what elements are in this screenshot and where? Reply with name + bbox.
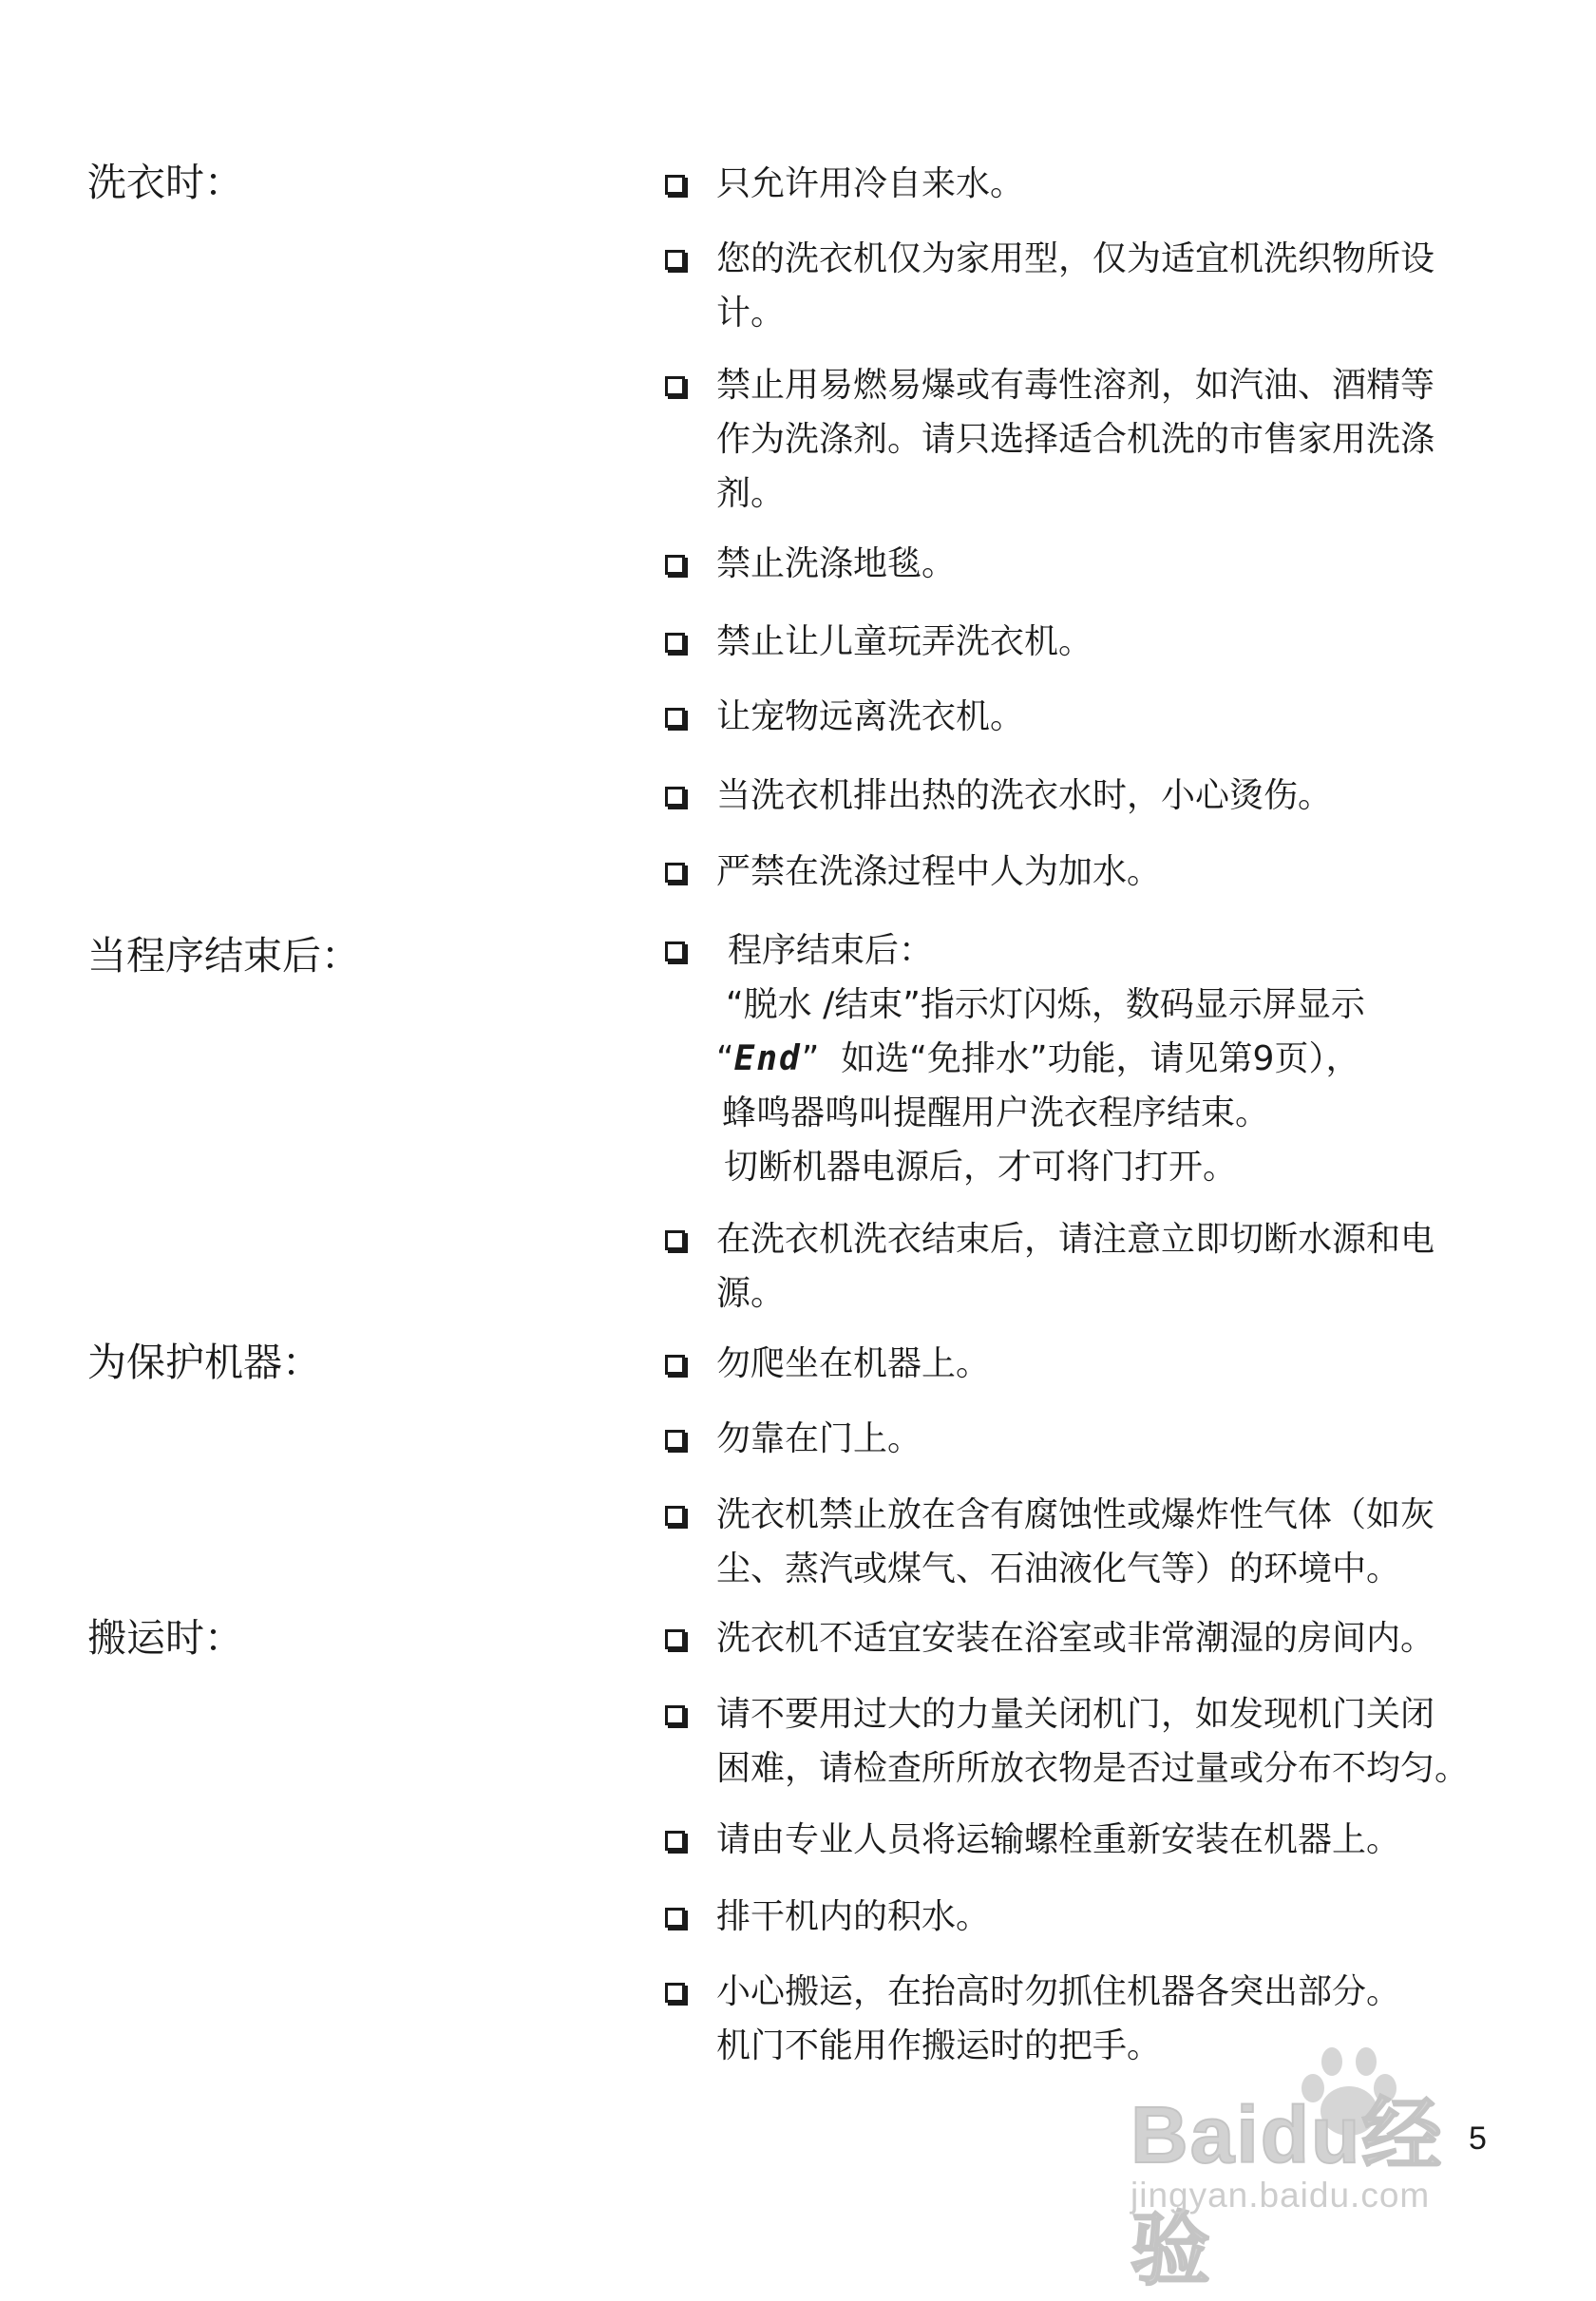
list-item-text: 您的洗衣机仅为家用型，仅为适宜机洗织物所设 计。: [716, 239, 1435, 333]
checkbox-icon: [665, 708, 685, 728]
program-end-line5: 切断机器电源后，才可将门打开。: [724, 1148, 1238, 1187]
checkbox-icon: [665, 175, 685, 195]
checkbox-icon: [665, 250, 685, 270]
checkbox-icon: [665, 376, 685, 396]
watermark-brand: Baidu经验: [1130, 2090, 1444, 2294]
program-end-line3: [716, 1032, 1548, 1086]
list-item: [665, 769, 1548, 823]
checkbox-icon: [665, 1355, 685, 1375]
list-item-text: 在洗衣机洗衣结束后，请注意立即切断水源和电 源。: [716, 1220, 1435, 1313]
checkbox-icon: [665, 633, 685, 653]
list-item: [665, 615, 1548, 669]
checkbox-icon: [665, 941, 685, 961]
list-item-text: 禁止让儿童玩弄洗衣机。: [716, 622, 1093, 661]
list-item-text: 排干机内的积水。: [716, 1897, 991, 1936]
list-item-text: 禁止用易燃易爆或有毒性溶剂，如汽油、酒精等 作为洗涤剂。请只选择适合机洗的市售家用洗涤 剂。: [716, 366, 1435, 513]
program-end-line2: “脱水 /结束”指示灯闪烁，数码显示屏显示: [726, 985, 1365, 1024]
program-end-block: [665, 923, 1548, 1194]
program-end-line4: 蜂鸣器鸣叫提醒用户洗衣程序结束。: [722, 1093, 1270, 1132]
section-heading-transport: 搬运时：: [87, 1615, 243, 1661]
list-item-text: 让宠物远离洗衣机。: [716, 697, 1025, 736]
list-item: [665, 1611, 1548, 1665]
list-item-text: 禁止洗涤地毯。: [716, 544, 957, 583]
checkbox-icon: [665, 1908, 685, 1928]
checkbox-icon: [665, 1506, 685, 1526]
page-number: 5: [1469, 2120, 1487, 2157]
checkbox-icon: [665, 1430, 685, 1450]
program-end-line3-text: 如选“免排水”功能，请见第9页），: [841, 1039, 1360, 1078]
program-end-line1: 程序结束后：: [728, 931, 934, 970]
end-display-code: End: [733, 1039, 802, 1078]
checkbox-icon: [665, 1831, 685, 1851]
section-heading-program-end: 当程序结束后：: [87, 933, 360, 979]
list-item: [665, 1337, 1548, 1391]
list-item-text: 只允许用冷自来水。: [716, 164, 1025, 203]
section-heading-washing: 洗衣时：: [87, 160, 243, 205]
quote-close: ”: [801, 1039, 820, 1078]
list-item-text: 请不要用过大的力量关闭机门，如发现机门关闭 困难，请检查所所放衣物是否过量或分布不均匀。: [716, 1695, 1470, 1788]
baidu-watermark: [1130, 2043, 1510, 2294]
list-item-text: 勿靠在门上。: [716, 1419, 922, 1458]
list-item-text: 严禁在洗涤过程中人为加水。: [716, 852, 1162, 891]
checkbox-icon: [665, 1983, 685, 2003]
list-item-text: 请由专业人员将运输螺栓重新安装在机器上。: [716, 1820, 1401, 1859]
checkbox-icon: [665, 1629, 685, 1649]
list-item: [665, 358, 1548, 521]
checkbox-icon: [665, 863, 685, 883]
list-item: [665, 1687, 1548, 1796]
section-heading-protect-machine: 为保护机器：: [87, 1340, 321, 1385]
checkbox-icon: [665, 555, 685, 575]
checkbox-icon: [665, 787, 685, 807]
list-item: [665, 157, 1548, 211]
checkbox-icon: [665, 1705, 685, 1725]
list-item-text: 勿爬坐在机器上。: [716, 1344, 991, 1383]
list-item: [665, 1212, 1548, 1321]
list-item-text: 洗衣机不适宜安装在浴室或非常潮湿的房间内。: [716, 1619, 1435, 1658]
list-item: [665, 845, 1548, 899]
checkbox-icon: [665, 1230, 685, 1250]
list-item: [665, 1813, 1548, 1867]
list-item: [665, 1488, 1548, 1596]
list-item: [665, 537, 1548, 591]
watermark-url: jingyan.baidu.com: [1130, 2176, 1431, 2215]
list-item: [665, 690, 1548, 744]
quote-open: “: [716, 1039, 734, 1078]
list-item-text: 小心搬运，在抬高时勿抓住机器各突出部分。 机门不能用作搬运时的把手。: [716, 1972, 1401, 2065]
list-item-text: 洗衣机禁止放在含有腐蚀性或爆炸性气体（如灰 尘、蒸汽或煤气、石油液化气等）的环境中。: [716, 1495, 1435, 1588]
list-item: [665, 1890, 1548, 1944]
list-item-text: 当洗衣机排出热的洗衣水时，小心烫伤。: [716, 776, 1333, 815]
list-item: [665, 1412, 1548, 1466]
list-item: [665, 232, 1548, 340]
